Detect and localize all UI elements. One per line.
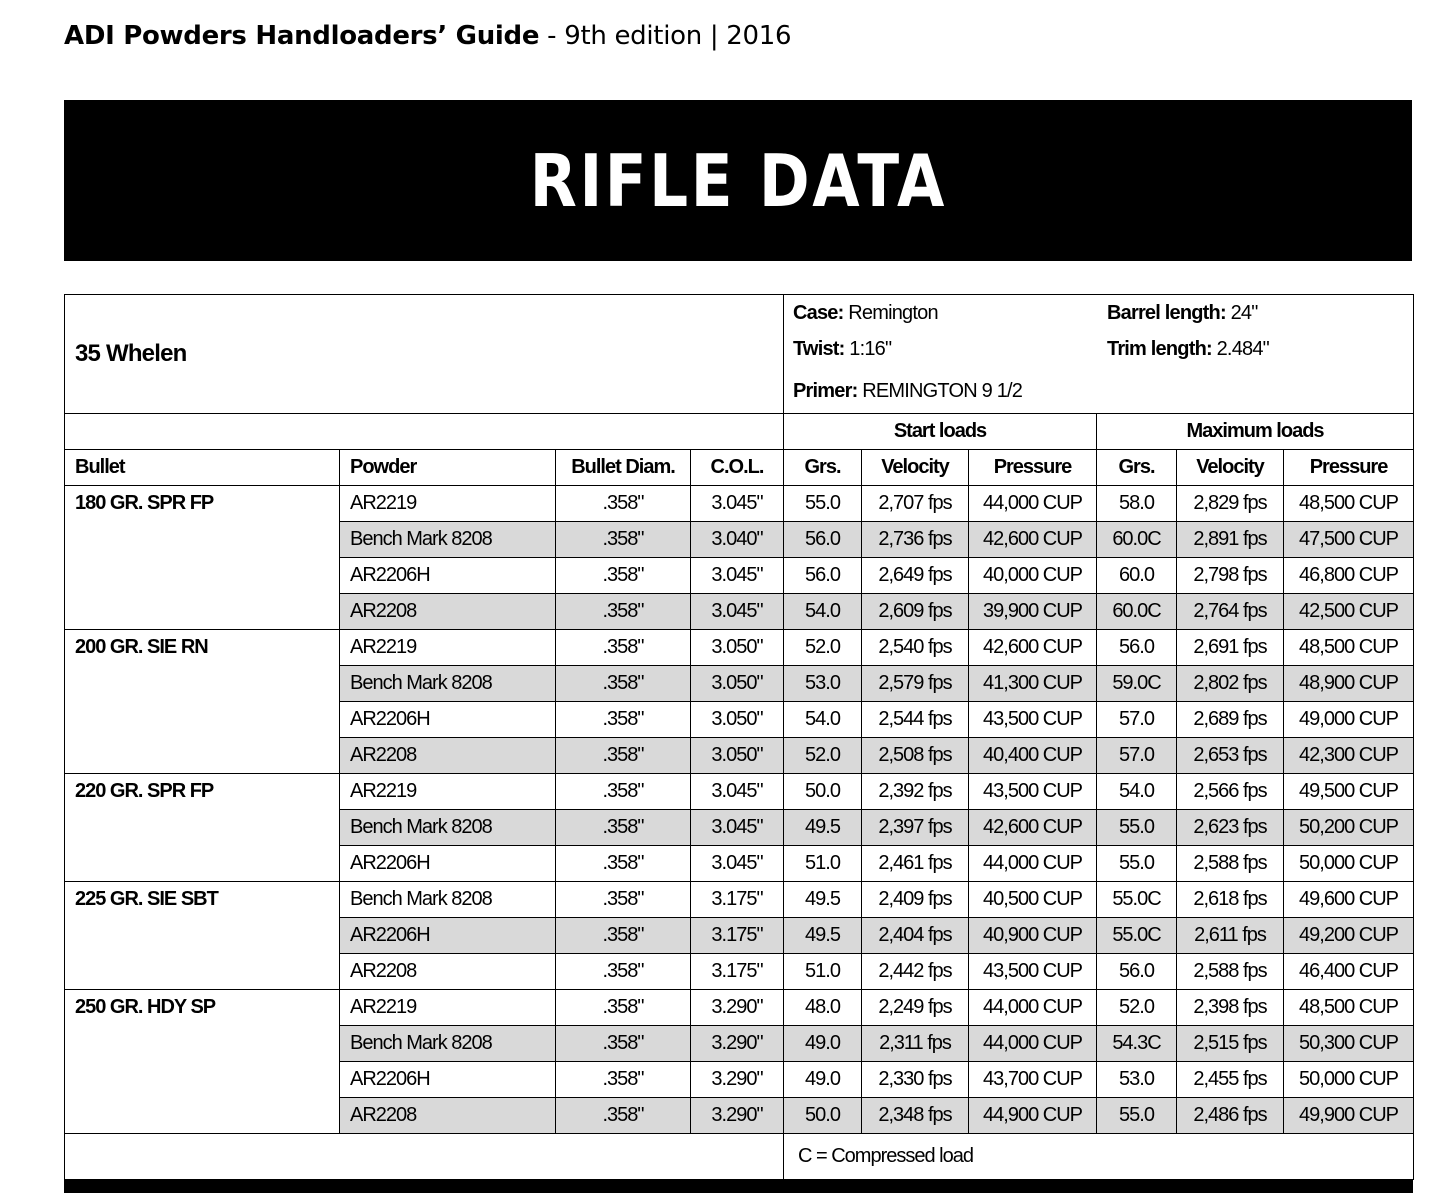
twist-spec <box>793 338 891 361</box>
primer-label: Primer: <box>793 380 858 402</box>
col-cell: 3.040" <box>691 522 784 558</box>
column-header-start-velocity: Velocity <box>862 450 969 486</box>
bullet-diam-cell: .358" <box>556 846 691 882</box>
footnote-row <box>65 1134 1414 1180</box>
column-header-bullet-diam: Bullet Diam. <box>556 450 691 486</box>
start-pressure-cell: 44,000 CUP <box>969 1026 1097 1062</box>
bullet-name: 225 GR. SIE SBT <box>65 882 340 990</box>
max-grs-cell: 52.0 <box>1097 990 1177 1026</box>
bullet-diam-cell: .358" <box>556 954 691 990</box>
max-velocity-cell: 2,611 fps <box>1177 918 1284 954</box>
max-grs-cell: 55.0 <box>1097 846 1177 882</box>
bullet-diam-cell: .358" <box>556 594 691 630</box>
powder-cell: Bench Mark 8208 <box>340 882 556 918</box>
max-pressure-cell: 50,300 CUP <box>1284 1026 1414 1062</box>
table-row <box>65 630 1414 666</box>
max-pressure-cell: 49,900 CUP <box>1284 1098 1414 1134</box>
max-pressure-cell: 42,500 CUP <box>1284 594 1414 630</box>
bullet-name: 220 GR. SPR FP <box>65 774 340 882</box>
max-pressure-cell: 46,800 CUP <box>1284 558 1414 594</box>
max-velocity-cell: 2,623 fps <box>1177 810 1284 846</box>
twist-value: 1:16" <box>849 338 892 360</box>
start-pressure-cell: 42,600 CUP <box>969 522 1097 558</box>
bullet-diam-cell: .358" <box>556 1026 691 1062</box>
powder-cell: AR2206H <box>340 702 556 738</box>
start-velocity-cell: 2,707 fps <box>862 486 969 522</box>
max-grs-cell: 57.0 <box>1097 738 1177 774</box>
max-velocity-cell: 2,515 fps <box>1177 1026 1284 1062</box>
start-grs-cell: 52.0 <box>784 630 862 666</box>
max-pressure-cell: 50,000 CUP <box>1284 846 1414 882</box>
start-grs-cell: 51.0 <box>784 954 862 990</box>
primer-spec <box>793 380 1022 403</box>
bullet-name: 200 GR. SIE RN <box>65 630 340 774</box>
bottom-bar <box>64 1180 1413 1193</box>
load-data-table <box>64 294 1414 1180</box>
column-header-powder: Powder <box>340 450 556 486</box>
case-value: Remington <box>848 302 938 324</box>
powder-cell: AR2208 <box>340 738 556 774</box>
max-velocity-cell: 2,829 fps <box>1177 486 1284 522</box>
cartridge-name: 35 Whelen <box>65 295 784 414</box>
start-pressure-cell: 43,500 CUP <box>969 774 1097 810</box>
max-grs-cell: 57.0 <box>1097 702 1177 738</box>
max-pressure-cell: 48,500 CUP <box>1284 630 1414 666</box>
max-grs-cell: 56.0 <box>1097 630 1177 666</box>
col-cell: 3.045" <box>691 558 784 594</box>
col-cell: 3.290" <box>691 1026 784 1062</box>
start-velocity-cell: 2,609 fps <box>862 594 969 630</box>
table-row <box>65 882 1414 918</box>
col-cell: 3.175" <box>691 882 784 918</box>
col-cell: 3.045" <box>691 594 784 630</box>
max-velocity-cell: 2,891 fps <box>1177 522 1284 558</box>
table-row <box>65 990 1414 1026</box>
start-velocity-cell: 2,508 fps <box>862 738 969 774</box>
max-pressure-cell: 49,200 CUP <box>1284 918 1414 954</box>
start-grs-cell: 55.0 <box>784 486 862 522</box>
start-pressure-cell: 42,600 CUP <box>969 630 1097 666</box>
max-grs-cell: 60.0C <box>1097 522 1177 558</box>
start-velocity-cell: 2,579 fps <box>862 666 969 702</box>
barrel-label: Barrel length: <box>1107 302 1226 324</box>
powder-cell: AR2208 <box>340 1098 556 1134</box>
powder-cell: AR2219 <box>340 630 556 666</box>
powder-cell: AR2206H <box>340 846 556 882</box>
column-header-start-pressure: Pressure <box>969 450 1097 486</box>
col-cell: 3.050" <box>691 738 784 774</box>
cartridge-info-row <box>65 295 1414 414</box>
max-pressure-cell: 48,500 CUP <box>1284 990 1414 1026</box>
twist-label: Twist: <box>793 338 845 360</box>
powder-cell: AR2206H <box>340 1062 556 1098</box>
bullet-diam-cell: .358" <box>556 990 691 1026</box>
start-pressure-cell: 43,500 CUP <box>969 954 1097 990</box>
bullet-diam-cell: .358" <box>556 738 691 774</box>
table-row <box>65 486 1414 522</box>
trim-spec <box>1107 338 1269 361</box>
max-pressure-cell: 47,500 CUP <box>1284 522 1414 558</box>
start-grs-cell: 52.0 <box>784 738 862 774</box>
start-pressure-cell: 40,400 CUP <box>969 738 1097 774</box>
start-grs-cell: 54.0 <box>784 702 862 738</box>
start-velocity-cell: 2,461 fps <box>862 846 969 882</box>
max-grs-cell: 55.0 <box>1097 1098 1177 1134</box>
document-header <box>64 18 791 54</box>
max-grs-cell: 55.0C <box>1097 918 1177 954</box>
start-grs-cell: 53.0 <box>784 666 862 702</box>
max-velocity-cell: 2,486 fps <box>1177 1098 1284 1134</box>
group-header-blank <box>65 414 784 450</box>
max-grs-cell: 56.0 <box>1097 954 1177 990</box>
start-pressure-cell: 42,600 CUP <box>969 810 1097 846</box>
case-spec <box>793 302 938 325</box>
powder-cell: Bench Mark 8208 <box>340 666 556 702</box>
col-cell: 3.175" <box>691 954 784 990</box>
barrel-spec <box>1107 302 1258 325</box>
max-pressure-cell: 49,600 CUP <box>1284 882 1414 918</box>
primer-value: REMINGTON 9 1/2 <box>862 380 1023 402</box>
start-velocity-cell: 2,409 fps <box>862 882 969 918</box>
col-cell: 3.050" <box>691 630 784 666</box>
powder-cell: AR2208 <box>340 594 556 630</box>
column-header-bullet: Bullet <box>65 450 340 486</box>
start-velocity-cell: 2,442 fps <box>862 954 969 990</box>
col-cell: 3.045" <box>691 774 784 810</box>
powder-cell: Bench Mark 8208 <box>340 522 556 558</box>
start-grs-cell: 49.0 <box>784 1026 862 1062</box>
trim-value: 2.484" <box>1216 338 1269 360</box>
start-velocity-cell: 2,311 fps <box>862 1026 969 1062</box>
col-cell: 3.045" <box>691 810 784 846</box>
col-cell: 3.045" <box>691 846 784 882</box>
start-pressure-cell: 41,300 CUP <box>969 666 1097 702</box>
powder-cell: Bench Mark 8208 <box>340 1026 556 1062</box>
max-velocity-cell: 2,798 fps <box>1177 558 1284 594</box>
powder-cell: AR2208 <box>340 954 556 990</box>
max-grs-cell: 60.0 <box>1097 558 1177 594</box>
max-grs-cell: 59.0C <box>1097 666 1177 702</box>
max-pressure-cell: 50,000 CUP <box>1284 1062 1414 1098</box>
start-pressure-cell: 44,000 CUP <box>969 846 1097 882</box>
guide-title: ADI Powders Handloaders’ Guide <box>64 21 540 51</box>
start-grs-cell: 50.0 <box>784 1098 862 1134</box>
start-velocity-cell: 2,249 fps <box>862 990 969 1026</box>
max-velocity-cell: 2,653 fps <box>1177 738 1284 774</box>
bullet-diam-cell: .358" <box>556 1098 691 1134</box>
powder-cell: AR2219 <box>340 486 556 522</box>
start-grs-cell: 49.5 <box>784 882 862 918</box>
start-pressure-cell: 40,500 CUP <box>969 882 1097 918</box>
start-pressure-cell: 40,900 CUP <box>969 918 1097 954</box>
col-cell: 3.045" <box>691 486 784 522</box>
case-label: Case: <box>793 302 844 324</box>
footnote-text: C = Compressed load <box>784 1134 1414 1180</box>
start-pressure-cell: 44,000 CUP <box>969 990 1097 1026</box>
start-grs-cell: 49.5 <box>784 918 862 954</box>
trim-label: Trim length: <box>1107 338 1212 360</box>
start-grs-cell: 54.0 <box>784 594 862 630</box>
start-pressure-cell: 44,000 CUP <box>969 486 1097 522</box>
max-grs-cell: 55.0 <box>1097 810 1177 846</box>
bullet-diam-cell: .358" <box>556 702 691 738</box>
start-pressure-cell: 44,900 CUP <box>969 1098 1097 1134</box>
column-header-max-pressure: Pressure <box>1284 450 1414 486</box>
max-velocity-cell: 2,588 fps <box>1177 846 1284 882</box>
max-velocity-cell: 2,689 fps <box>1177 702 1284 738</box>
start-pressure-cell: 39,900 CUP <box>969 594 1097 630</box>
start-velocity-cell: 2,392 fps <box>862 774 969 810</box>
start-velocity-cell: 2,736 fps <box>862 522 969 558</box>
start-velocity-cell: 2,330 fps <box>862 1062 969 1098</box>
powder-cell: AR2206H <box>340 918 556 954</box>
max-pressure-cell: 46,400 CUP <box>1284 954 1414 990</box>
col-cell: 3.290" <box>691 990 784 1026</box>
max-velocity-cell: 2,566 fps <box>1177 774 1284 810</box>
maximum-loads-header: Maximum loads <box>1097 414 1414 450</box>
start-loads-header: Start loads <box>784 414 1097 450</box>
max-grs-cell: 54.0 <box>1097 774 1177 810</box>
start-grs-cell: 51.0 <box>784 846 862 882</box>
max-velocity-cell: 2,398 fps <box>1177 990 1284 1026</box>
start-velocity-cell: 2,540 fps <box>862 630 969 666</box>
max-velocity-cell: 2,455 fps <box>1177 1062 1284 1098</box>
start-velocity-cell: 2,397 fps <box>862 810 969 846</box>
max-velocity-cell: 2,588 fps <box>1177 954 1284 990</box>
banner-title: RIFLE DATA <box>529 138 947 223</box>
bullet-diam-cell: .358" <box>556 666 691 702</box>
start-pressure-cell: 40,000 CUP <box>969 558 1097 594</box>
column-header-col: C.O.L. <box>691 450 784 486</box>
col-cell: 3.290" <box>691 1062 784 1098</box>
start-velocity-cell: 2,649 fps <box>862 558 969 594</box>
start-grs-cell: 48.0 <box>784 990 862 1026</box>
bullet-diam-cell: .358" <box>556 774 691 810</box>
max-pressure-cell: 48,500 CUP <box>1284 486 1414 522</box>
bullet-diam-cell: .358" <box>556 882 691 918</box>
column-header-max-velocity: Velocity <box>1177 450 1284 486</box>
table-row <box>65 774 1414 810</box>
bullet-diam-cell: .358" <box>556 810 691 846</box>
edition-text: - 9th edition | 2016 <box>539 21 792 51</box>
bullet-diam-cell: .358" <box>556 558 691 594</box>
start-grs-cell: 49.0 <box>784 1062 862 1098</box>
col-cell: 3.175" <box>691 918 784 954</box>
start-pressure-cell: 43,700 CUP <box>969 1062 1097 1098</box>
powder-cell: AR2219 <box>340 990 556 1026</box>
bullet-name: 180 GR. SPR FP <box>65 486 340 630</box>
max-grs-cell: 55.0C <box>1097 882 1177 918</box>
column-header-max-grs: Grs. <box>1097 450 1177 486</box>
max-pressure-cell: 42,300 CUP <box>1284 738 1414 774</box>
bullet-diam-cell: .358" <box>556 918 691 954</box>
start-grs-cell: 56.0 <box>784 558 862 594</box>
start-velocity-cell: 2,404 fps <box>862 918 969 954</box>
max-grs-cell: 58.0 <box>1097 486 1177 522</box>
max-pressure-cell: 49,500 CUP <box>1284 774 1414 810</box>
max-pressure-cell: 48,900 CUP <box>1284 666 1414 702</box>
start-grs-cell: 49.5 <box>784 810 862 846</box>
col-cell: 3.050" <box>691 702 784 738</box>
bullet-name: 250 GR. HDY SP <box>65 990 340 1134</box>
powder-cell: AR2206H <box>340 558 556 594</box>
col-cell: 3.290" <box>691 1098 784 1134</box>
max-pressure-cell: 49,000 CUP <box>1284 702 1414 738</box>
cartridge-specs <box>784 295 1414 414</box>
start-grs-cell: 50.0 <box>784 774 862 810</box>
column-header-row <box>65 450 1414 486</box>
powder-cell: Bench Mark 8208 <box>340 810 556 846</box>
max-grs-cell: 53.0 <box>1097 1062 1177 1098</box>
col-cell: 3.050" <box>691 666 784 702</box>
max-pressure-cell: 50,200 CUP <box>1284 810 1414 846</box>
bullet-diam-cell: .358" <box>556 1062 691 1098</box>
start-grs-cell: 56.0 <box>784 522 862 558</box>
start-pressure-cell: 43,500 CUP <box>969 702 1097 738</box>
column-header-start-grs: Grs. <box>784 450 862 486</box>
max-velocity-cell: 2,618 fps <box>1177 882 1284 918</box>
max-grs-cell: 54.3C <box>1097 1026 1177 1062</box>
powder-cell: AR2219 <box>340 774 556 810</box>
max-velocity-cell: 2,764 fps <box>1177 594 1284 630</box>
max-velocity-cell: 2,802 fps <box>1177 666 1284 702</box>
start-velocity-cell: 2,544 fps <box>862 702 969 738</box>
group-header-row <box>65 414 1414 450</box>
section-banner <box>64 100 1412 261</box>
max-grs-cell: 60.0C <box>1097 594 1177 630</box>
max-velocity-cell: 2,691 fps <box>1177 630 1284 666</box>
bullet-diam-cell: .358" <box>556 486 691 522</box>
bullet-diam-cell: .358" <box>556 522 691 558</box>
footnote-blank <box>65 1134 784 1180</box>
start-velocity-cell: 2,348 fps <box>862 1098 969 1134</box>
bullet-diam-cell: .358" <box>556 630 691 666</box>
barrel-value: 24" <box>1230 302 1258 324</box>
